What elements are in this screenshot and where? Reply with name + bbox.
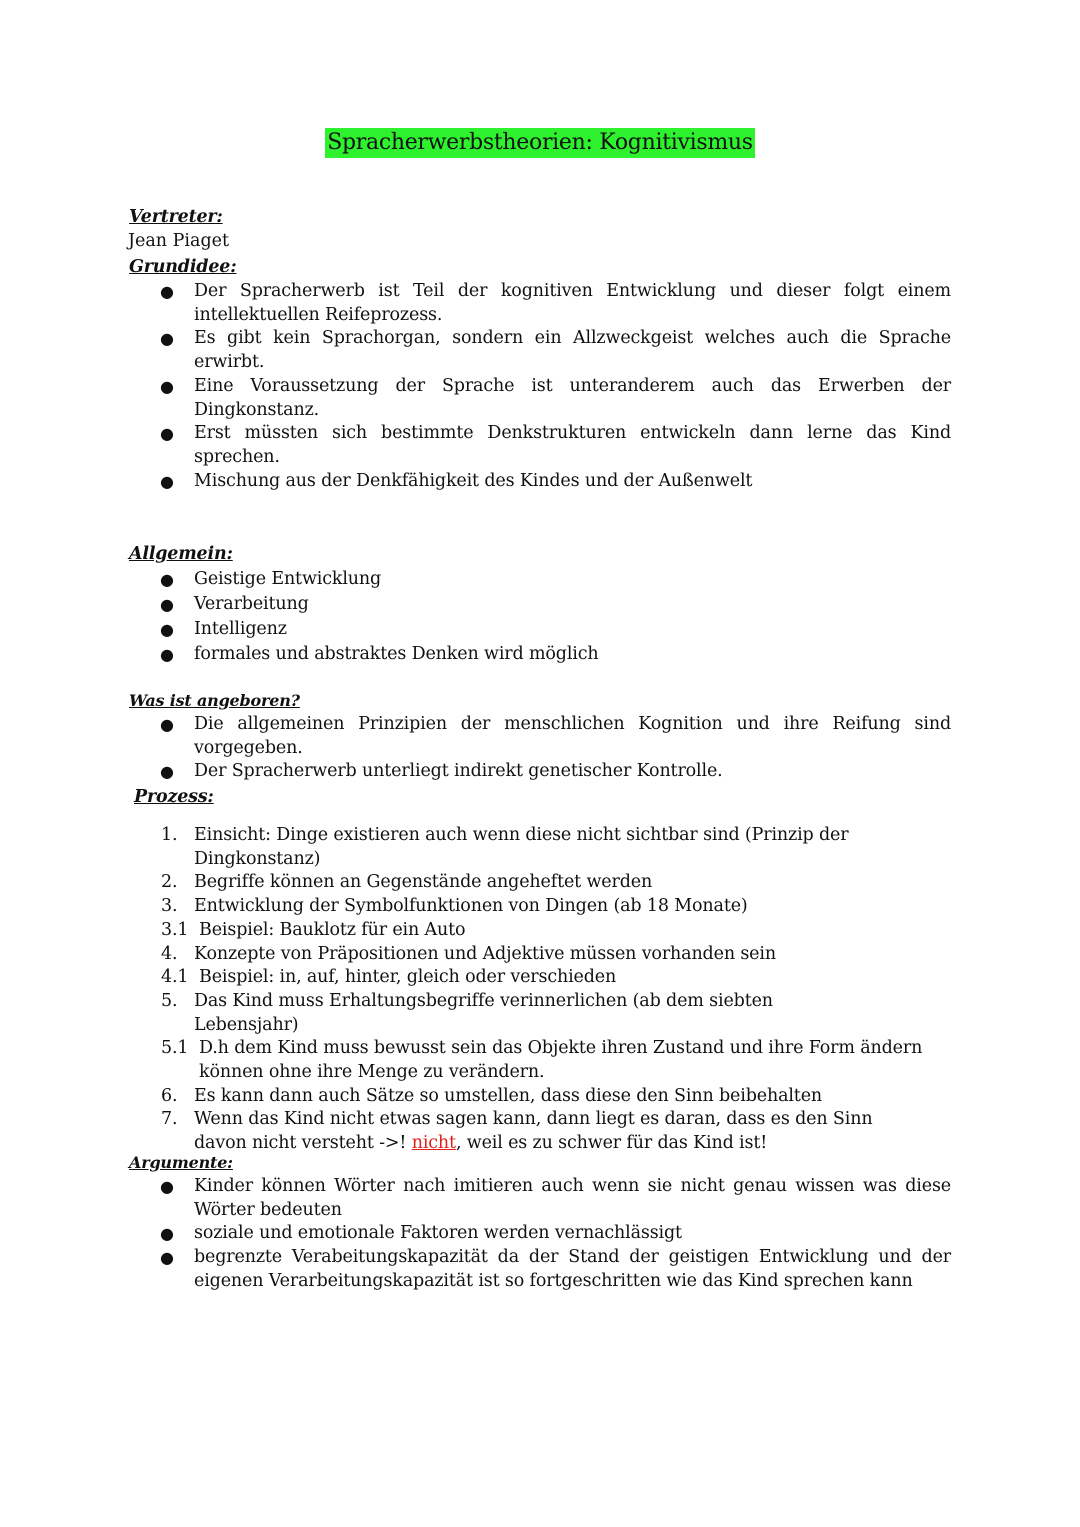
list-item: [129, 1175, 951, 1222]
list-item: [129, 470, 951, 494]
list-item-text: Der Spracherwerb unterliegt indirekt genetischer Kontrolle.: [194, 761, 723, 782]
grundidee-list: [129, 280, 951, 493]
list-item: [129, 280, 951, 327]
list-item-text: Mischung aus der Denkfähigkeit des Kindes und der Außenwelt: [194, 470, 753, 491]
list-item: [129, 592, 951, 617]
bullet-icon: ●: [160, 1248, 174, 1268]
bullet-icon: ●: [160, 471, 174, 491]
list-item-text: Begriffe können an Gegenstände angeheftet werden: [194, 872, 653, 893]
list-item: [129, 642, 951, 667]
list-item: [129, 617, 951, 642]
list-item-text: Entwicklung der Symbolfunktionen von Dingen (ab 18 Monate): [194, 896, 748, 917]
list-item: [129, 919, 951, 943]
list-item-text: soziale und emotionale Faktoren werden vernachlässigt: [194, 1223, 682, 1244]
page-title: Spracherwerbstheorien: Kognitivismus: [325, 128, 755, 158]
list-item: [129, 895, 951, 919]
argumente-list: [129, 1175, 951, 1294]
prozess-heading: Prozess:: [134, 787, 214, 807]
list-item-text: Es kann dann auch Sätze so umstellen, dass diese den Sinn beibehalten: [194, 1085, 823, 1106]
list-item-text: Wenn das Kind nicht etwas sagen kann, dann liegt es daran, dass es den Sinn davon nicht versteht ->!: [194, 1109, 873, 1154]
bullet-icon: ●: [160, 1224, 174, 1244]
vertreter-heading: Vertreter:: [129, 207, 223, 227]
prozess-list: [129, 824, 951, 1156]
list-item: [129, 1222, 951, 1246]
list-number: 4.: [161, 943, 178, 964]
bullet-icon: ●: [160, 620, 174, 639]
list-item: [129, 422, 951, 469]
list-item: [129, 943, 951, 967]
argumente-heading: Argumente:: [129, 1153, 233, 1172]
allgemein-heading: Allgemein:: [129, 544, 233, 564]
list-item: [129, 567, 951, 592]
list-item: [129, 990, 951, 1037]
list-item: [129, 1037, 951, 1084]
list-item: [129, 1085, 951, 1109]
vertreter-name: Jean Piaget: [128, 231, 230, 251]
list-item-text: D.h dem Kind muss bewusst sein das Objekte ihren Zustand und ihre Form ändern können ohne ihre Menge zu verändern.: [199, 1038, 923, 1083]
list-number: 1.: [161, 825, 178, 845]
list-item: [129, 824, 951, 871]
list-item-text: Verarbeitung: [194, 594, 309, 614]
list-number: 3.: [161, 896, 178, 917]
list-number: 6.: [161, 1085, 178, 1106]
list-item: [129, 713, 951, 760]
list-item-text: formales und abstraktes Denken wird möglich: [194, 644, 599, 664]
allgemein-list: [129, 567, 951, 667]
list-number: 2.: [161, 872, 178, 893]
list-item: [129, 1108, 951, 1155]
list-number: 5.: [161, 990, 178, 1011]
list-number: 5.1: [161, 1038, 189, 1059]
grundidee-heading: Grundidee:: [129, 257, 237, 277]
list-item-text: Beispiel: Bauklotz für ein Auto: [199, 919, 466, 940]
list-number: 4.1: [161, 967, 189, 988]
list-item: [129, 871, 951, 895]
bullet-icon: ●: [160, 376, 174, 396]
list-item-text: Das Kind muss Erhaltungsbegriffe verinnerlichen (ab dem siebten Lebensjahr): [194, 990, 773, 1035]
list-item-text: Konzepte von Präpositionen und Adjektive müssen vorhanden sein: [194, 943, 776, 964]
bullet-icon: ●: [160, 282, 174, 301]
list-item-text: Erst müssten sich bestimmte Denkstrukturen entwickeln dann lerne das Kind sprechen.: [194, 423, 951, 467]
list-item: [129, 375, 951, 422]
title-container: [0, 128, 1080, 158]
angeboren-heading: Was ist angeboren?: [129, 691, 300, 710]
bullet-icon: ●: [160, 762, 174, 782]
list-item: [129, 760, 951, 784]
list-number: 7.: [161, 1109, 178, 1130]
bullet-icon: ●: [160, 595, 174, 614]
list-item-text: Intelligenz: [194, 619, 287, 639]
bullet-icon: ●: [160, 570, 174, 589]
list-item-text: , weil es zu schwer für das Kind ist!: [455, 1133, 768, 1154]
list-item-text: Es gibt kein Sprachorgan, sondern ein Allzweckgeist welches auch die Sprache erwirbt.: [194, 328, 951, 373]
angeboren-list: [129, 713, 951, 784]
list-item: [129, 966, 951, 990]
list-number: 3.1: [161, 919, 189, 940]
emphasis-text: nicht: [411, 1133, 456, 1154]
list-item: [129, 1246, 951, 1293]
bullet-icon: ●: [160, 715, 174, 734]
bullet-icon: ●: [160, 1177, 174, 1196]
list-item-text: Der Spracherwerb ist Teil der kognitiven Entwicklung und dieser folgt einem intellektuellen Reifeprozess.: [194, 281, 951, 325]
bullet-icon: ●: [160, 424, 174, 444]
list-item-text: Eine Voraussetzung der Sprache ist unteranderem auch das Erwerben der Dingkonstanz.: [194, 375, 951, 420]
list-item-text: Kinder können Wörter nach imitieren auch wenn sie nicht genau wissen was diese Wörter bedeuten: [194, 1176, 951, 1220]
list-item-text: Beispiel: in, auf, hinter, gleich oder verschieden: [199, 967, 617, 988]
list-item-text: Die allgemeinen Prinzipien der menschlichen Kognition und ihre Reifung sind vorgegeben.: [194, 714, 951, 758]
list-item-text: Geistige Entwicklung: [194, 569, 382, 589]
list-item: [129, 327, 951, 374]
bullet-icon: ●: [160, 645, 174, 664]
list-item-text: Einsicht: Dinge existieren auch wenn diese nicht sichtbar sind (Prinzip der Dingkonstanz): [194, 825, 849, 869]
list-item-text: begrenzte Verabeitungskapazität da der Stand der geistigen Entwicklung und der eigenen Verarbeitungskapazität ist so fortgeschritten wie das Kind sprechen kann: [194, 1247, 951, 1291]
bullet-icon: ●: [160, 329, 174, 349]
